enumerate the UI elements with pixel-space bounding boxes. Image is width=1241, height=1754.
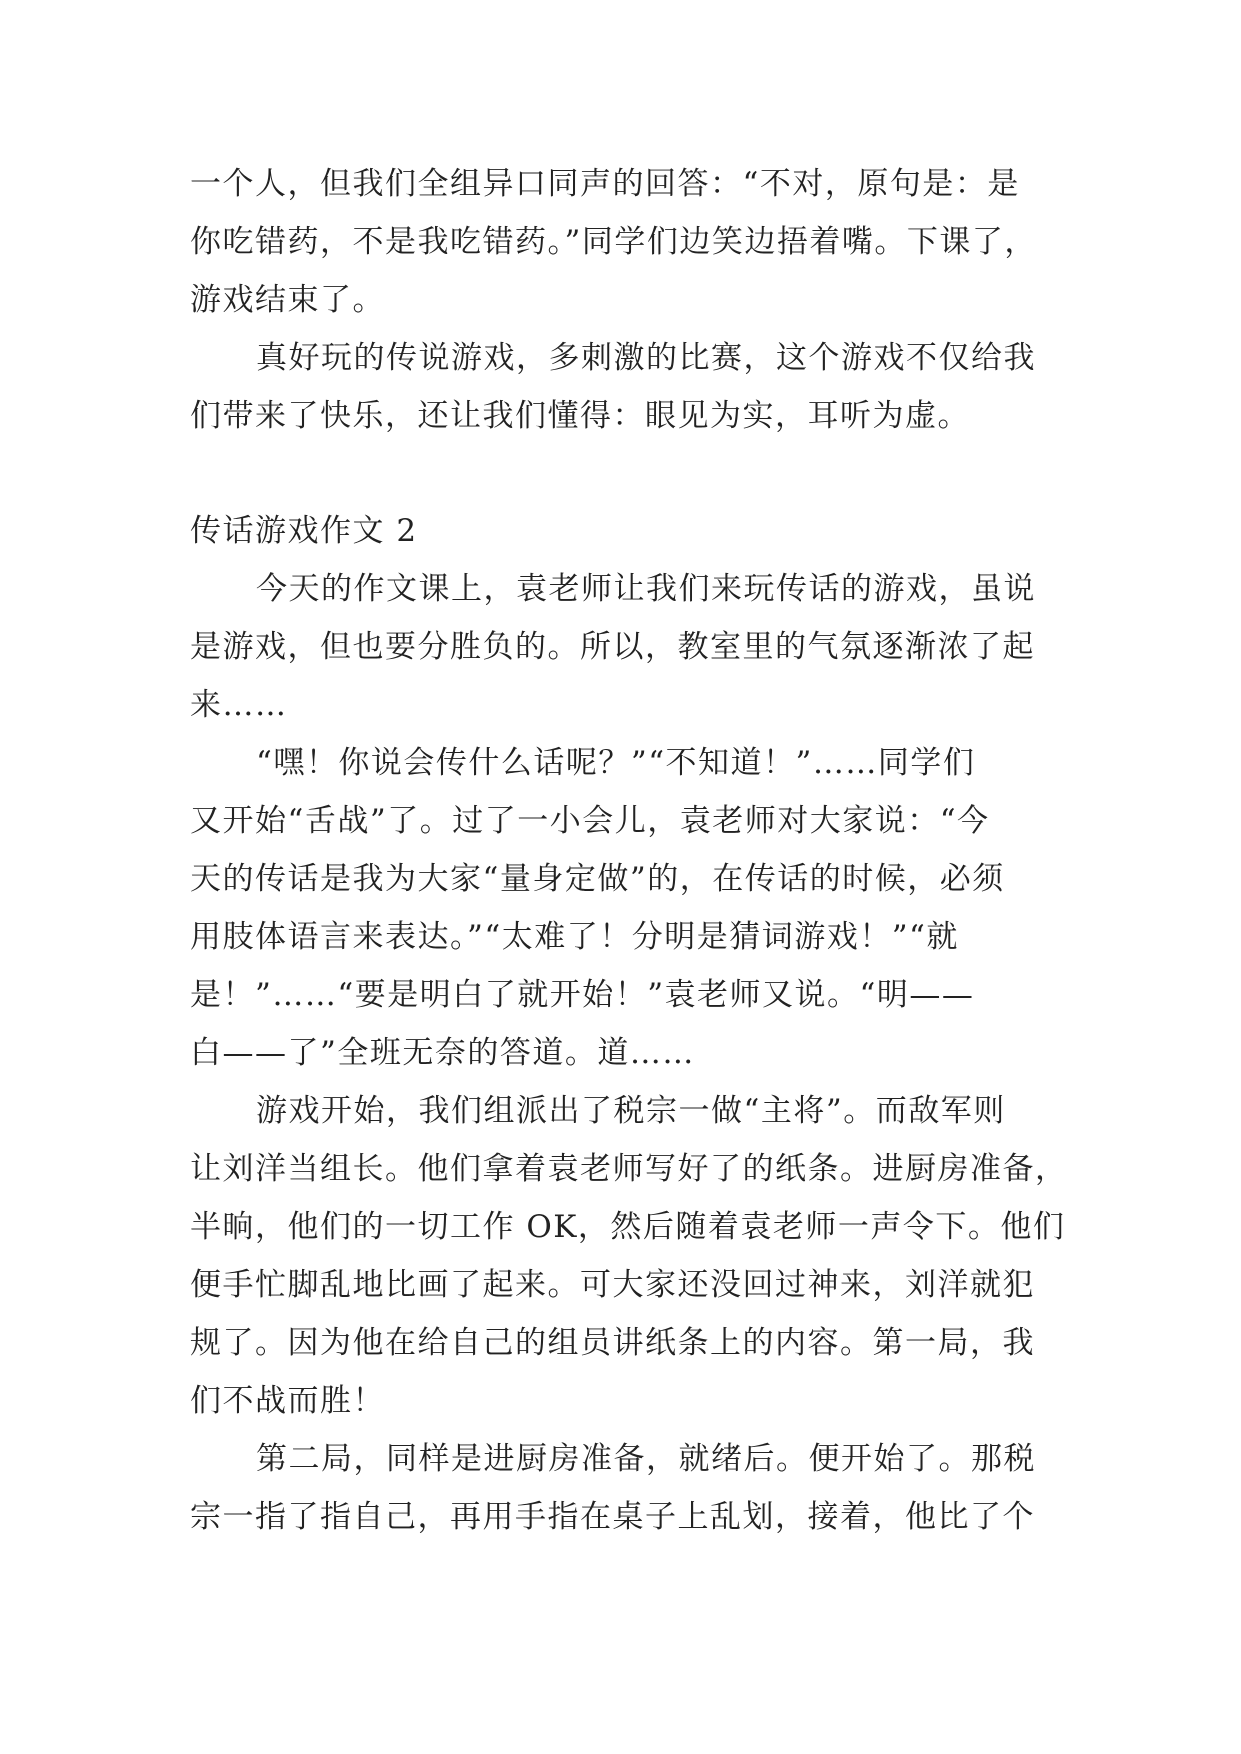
- text-line: 第二局，同样是进厨房准备，就绪后。便开始了。那税: [256, 1441, 1036, 1477]
- text-line: 半晌，他们的一切工作 OK，然后随着袁老师一声令下。他们: [190, 1209, 1066, 1245]
- text-line: 真好玩的传说游戏，多刺激的比赛，这个游戏不仅给我: [256, 340, 1036, 376]
- text-line: 今天的作文课上，袁老师让我们来玩传话的游戏，虽说: [256, 571, 1036, 607]
- text-line: 规了。因为他在给自己的组员讲纸条上的内容。第一局，我: [190, 1325, 1035, 1361]
- text-line: 们带来了快乐，还让我们懂得：眼见为实，耳听为虚。: [190, 398, 970, 434]
- text-line: 便手忙脚乱地比画了起来。可大家还没回过神来，刘洋就犯: [190, 1267, 1035, 1303]
- text-line: 是！”……“要是明白了就开始！”袁老师又说。“明——: [190, 977, 975, 1013]
- text-line: 白——了”全班无奈的答道。道……: [190, 1035, 695, 1071]
- text-line: 游戏开始，我们组派出了税宗一做“主将”。而敌军则: [256, 1093, 1006, 1129]
- text-line: 让刘洋当组长。他们拿着袁老师写好了的纸条。进厨房准备，: [190, 1151, 1068, 1187]
- text-line: 游戏结束了。: [190, 282, 385, 318]
- section-heading: 传话游戏作文 2: [190, 513, 418, 549]
- text-line: 是游戏，但也要分胜负的。所以，教室里的气氛逐渐浓了起: [190, 629, 1035, 665]
- text-line: 一个人，但我们全组异口同声的回答：“不对，原句是：是: [190, 166, 1020, 202]
- text-line: 用肢体语言来表达。”“太难了！分明是猜词游戏！”“就: [190, 919, 959, 955]
- text-line: 们不战而胜！: [190, 1383, 385, 1419]
- text-line: “嘿！你说会传什么话呢？”“不知道！”……同学们: [256, 745, 976, 781]
- text-line: 你吃错药，不是我吃错药。”同学们边笑边捂着嘴。下课了，: [190, 224, 1037, 260]
- text-line: 又开始“舌战”了。过了一小会儿，袁老师对大家说：“今: [190, 803, 990, 839]
- text-line: 宗一指了指自己，再用手指在桌子上乱划，接着，他比了个: [190, 1499, 1035, 1535]
- text-line: 来……: [190, 687, 288, 723]
- text-line: 天的传话是我为大家“量身定做”的，在传话的时候，必须: [190, 861, 1005, 897]
